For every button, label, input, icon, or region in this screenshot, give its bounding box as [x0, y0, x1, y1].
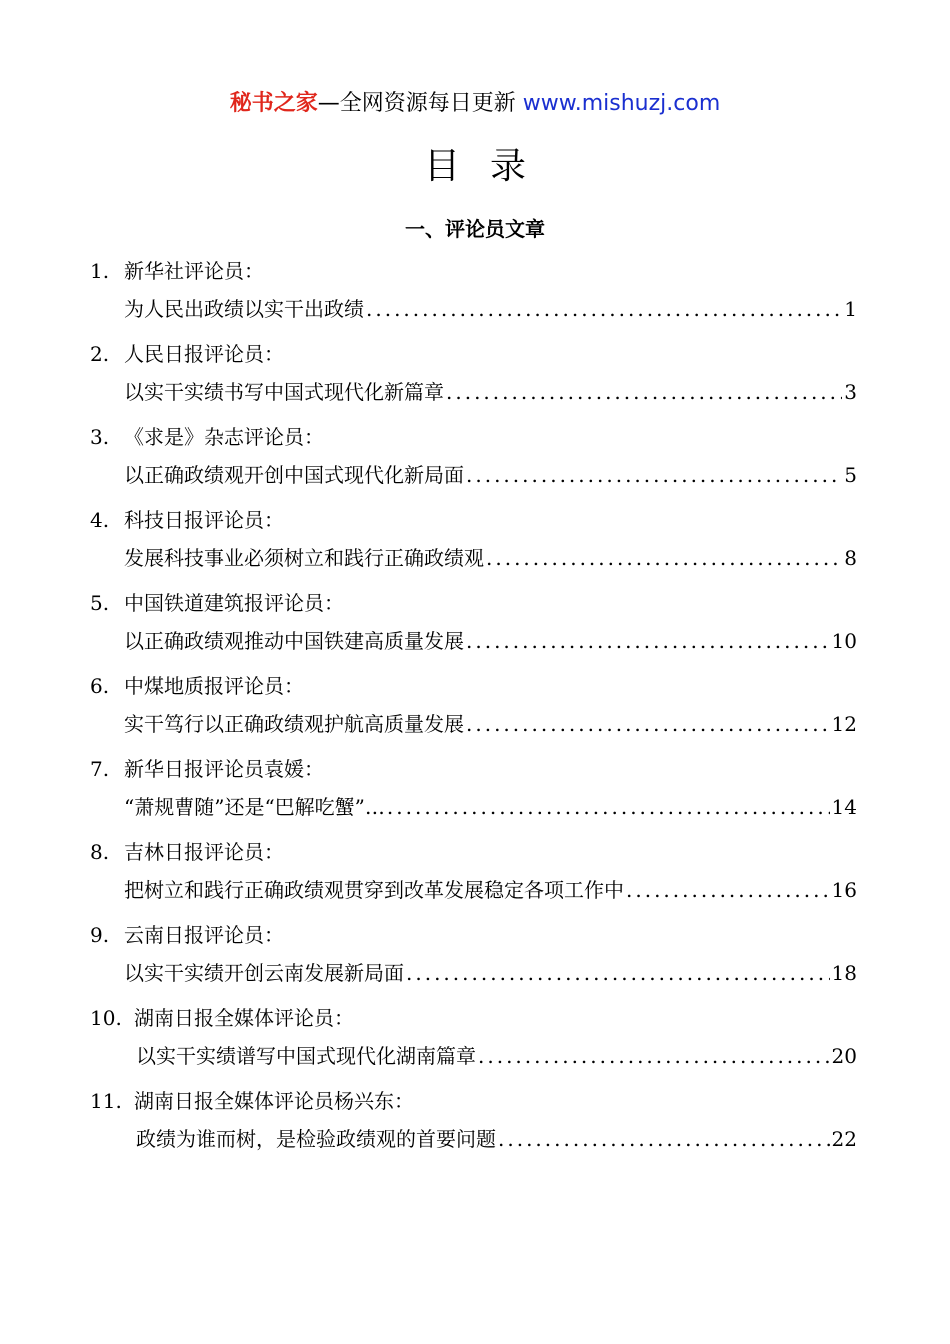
- toc-entry-source: [90, 339, 284, 369]
- toc-entry-line[interactable]: [124, 377, 857, 407]
- toc-entry-source-text: 新华日报评论员袁媛：: [124, 757, 324, 781]
- toc-entry-page: 10: [831, 629, 857, 653]
- toc-entry-title: 以实干实绩谱写中国式现代化湖南篇章: [136, 1044, 476, 1068]
- toc-entry-source: [90, 422, 324, 452]
- toc-entry-number: 4.: [90, 508, 110, 532]
- toc-entry-source: [90, 837, 284, 867]
- toc-entry-title: 为人民出政绩以实干出政绩: [124, 297, 364, 321]
- toc-entry-title: 发展科技事业必须树立和践行正确政绩观: [124, 546, 484, 570]
- toc-entry-page: 3: [844, 380, 857, 404]
- toc-entry-number: 5.: [90, 591, 110, 615]
- toc-entry-number: 11.: [90, 1089, 122, 1113]
- toc-leader-dots: [466, 460, 842, 490]
- toc-entry-page: 22: [831, 1127, 857, 1151]
- toc-entry-title: 实干笃行以正确政绩观护航高质量发展: [124, 712, 464, 736]
- toc-entry-page: 1: [844, 297, 857, 321]
- page-title: 目录: [423, 146, 556, 187]
- toc-entry-line[interactable]: [124, 875, 857, 905]
- toc-entry-number: 3.: [90, 425, 110, 449]
- toc-entry-source-text: 云南日报评论员：: [124, 923, 284, 947]
- toc-entry-title: 以正确政绩观推动中国铁建高质量发展: [124, 629, 464, 653]
- section-heading: 一、评论员文章: [405, 217, 545, 241]
- toc-entry-line[interactable]: [124, 460, 857, 490]
- toc-leader-dots: [446, 377, 842, 407]
- toc-entry-page: 20: [831, 1044, 857, 1068]
- toc-entry-number: 2.: [90, 342, 110, 366]
- toc-entry-line[interactable]: [124, 543, 857, 573]
- toc-leader-dots: [626, 875, 830, 905]
- toc-entry-source: [90, 1003, 354, 1033]
- toc-entry-source: [90, 256, 264, 286]
- toc-entry-title: 以实干实绩开创云南发展新局面: [124, 961, 404, 985]
- toc-leader-dots: [387, 792, 830, 822]
- site-banner: [0, 88, 950, 120]
- toc-entry-number: 8.: [90, 840, 110, 864]
- toc-entry-number: 10.: [90, 1006, 122, 1030]
- toc-entry-source: [90, 671, 304, 701]
- toc-leader-dots: [466, 709, 830, 739]
- toc-entry-source-text: 《求是》杂志评论员：: [124, 425, 324, 449]
- toc-entry-page: 14: [831, 795, 857, 819]
- toc-entry-line[interactable]: [124, 294, 857, 324]
- toc-entry-line[interactable]: [124, 792, 857, 822]
- toc-entry-number: 9.: [90, 923, 110, 947]
- toc-entry-page: 12: [831, 712, 857, 736]
- toc-entry-title: 以实干实绩书写中国式现代化新篇章: [124, 380, 444, 404]
- toc-entry-number: 7.: [90, 757, 110, 781]
- toc-leader-dots: [486, 543, 842, 573]
- toc-entry-number: 1.: [90, 259, 110, 283]
- toc-entry-page: 5: [844, 463, 857, 487]
- brand-name: 秘书之家: [229, 91, 318, 116]
- toc-leader-dots: [466, 626, 830, 656]
- toc-entry-source: [90, 754, 324, 784]
- toc-entry-source-text: 中国铁道建筑报评论员：: [124, 591, 344, 615]
- toc-entry-title: 以正确政绩观开创中国式现代化新局面: [124, 463, 464, 487]
- toc-entry-source: [90, 1086, 414, 1116]
- toc-entry-title: 把树立和践行正确政绩观贯穿到改革发展稳定各项工作中: [124, 878, 624, 902]
- toc-entry-line[interactable]: [124, 958, 857, 988]
- toc-entry-source-text: 科技日报评论员：: [124, 508, 284, 532]
- toc-entry-source-text: 新华社评论员：: [124, 259, 264, 283]
- toc-leader-dots: [366, 294, 842, 324]
- toc-leader-dots: [498, 1124, 830, 1154]
- toc-entry-page: 8: [844, 546, 857, 570]
- toc-entry-source-text: 湖南日报全媒体评论员杨兴东：: [134, 1089, 414, 1113]
- site-url-link[interactable]: www.mishuzj.com: [522, 91, 721, 116]
- toc-entry-source: [90, 505, 284, 535]
- toc-entry-source: [90, 588, 344, 618]
- toc-entry-title: 政绩为谁而树，是检验政绩观的首要问题: [136, 1127, 496, 1151]
- toc-entry-source-text: 湖南日报全媒体评论员：: [134, 1006, 354, 1030]
- toc-entry-source-text: 中煤地质报评论员：: [124, 674, 304, 698]
- toc-entry-line[interactable]: [124, 709, 857, 739]
- toc-entry-source-text: 吉林日报评论员：: [124, 840, 284, 864]
- toc-entry-source: [90, 920, 284, 950]
- toc-entry-line[interactable]: [136, 1041, 857, 1071]
- toc-entry-page: 16: [831, 878, 857, 902]
- toc-entry-title: “萧规曹随”还是“巴解吃蟹”…: [124, 795, 385, 819]
- toc-leader-dots: [478, 1041, 830, 1071]
- toc-entry-number: 6.: [90, 674, 110, 698]
- toc-entry-line[interactable]: [124, 626, 857, 656]
- toc-entry-line[interactable]: [136, 1124, 857, 1154]
- toc-leader-dots: [406, 958, 830, 988]
- toc-entry-page: 18: [831, 961, 857, 985]
- banner-tagline: —全网资源每日更新: [317, 91, 516, 116]
- toc-entry-source-text: 人民日报评论员：: [124, 342, 284, 366]
